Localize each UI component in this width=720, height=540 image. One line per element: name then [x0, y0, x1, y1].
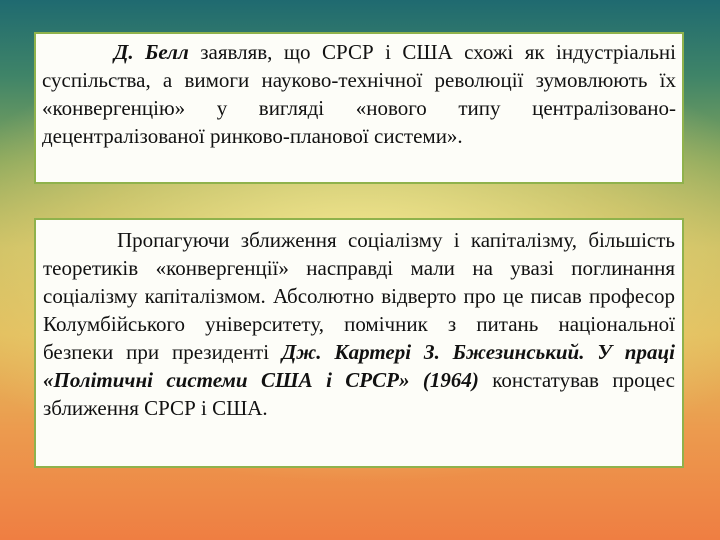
paragraph-text: заявляв, що СРСР і США схожі як індустріальні суспільства, а вимоги науково-технічної революції зумовлюють їх «конвергенцію» у вигляді «нового типу централізовано-децентралізованої ринково-планової системи». — [42, 40, 676, 148]
paragraph-text-end: констатував процес зближення СРСР і США. — [43, 368, 676, 420]
text-block-bell — [34, 32, 684, 184]
paragraph-bell — [42, 38, 676, 150]
author-name: Д. Белл — [114, 40, 189, 64]
emphasized-text: Дж. Картері З. Бжезинський. У праці «Політичні системи США і СРСР» (1964) — [43, 340, 675, 392]
paragraph-text-start: Пропагуючи зближення соціалізму і капіталізму, більшість теоретиків «конвергенції» насправді мали на увазі поглинання соціалізму капіталізмом. Абсолютно відверто про це писав професор Колумбійського університету, помічник з питань національної безпеки при президенті — [43, 228, 675, 364]
paragraph-convergence — [43, 226, 675, 422]
text-block-convergence — [34, 218, 684, 468]
